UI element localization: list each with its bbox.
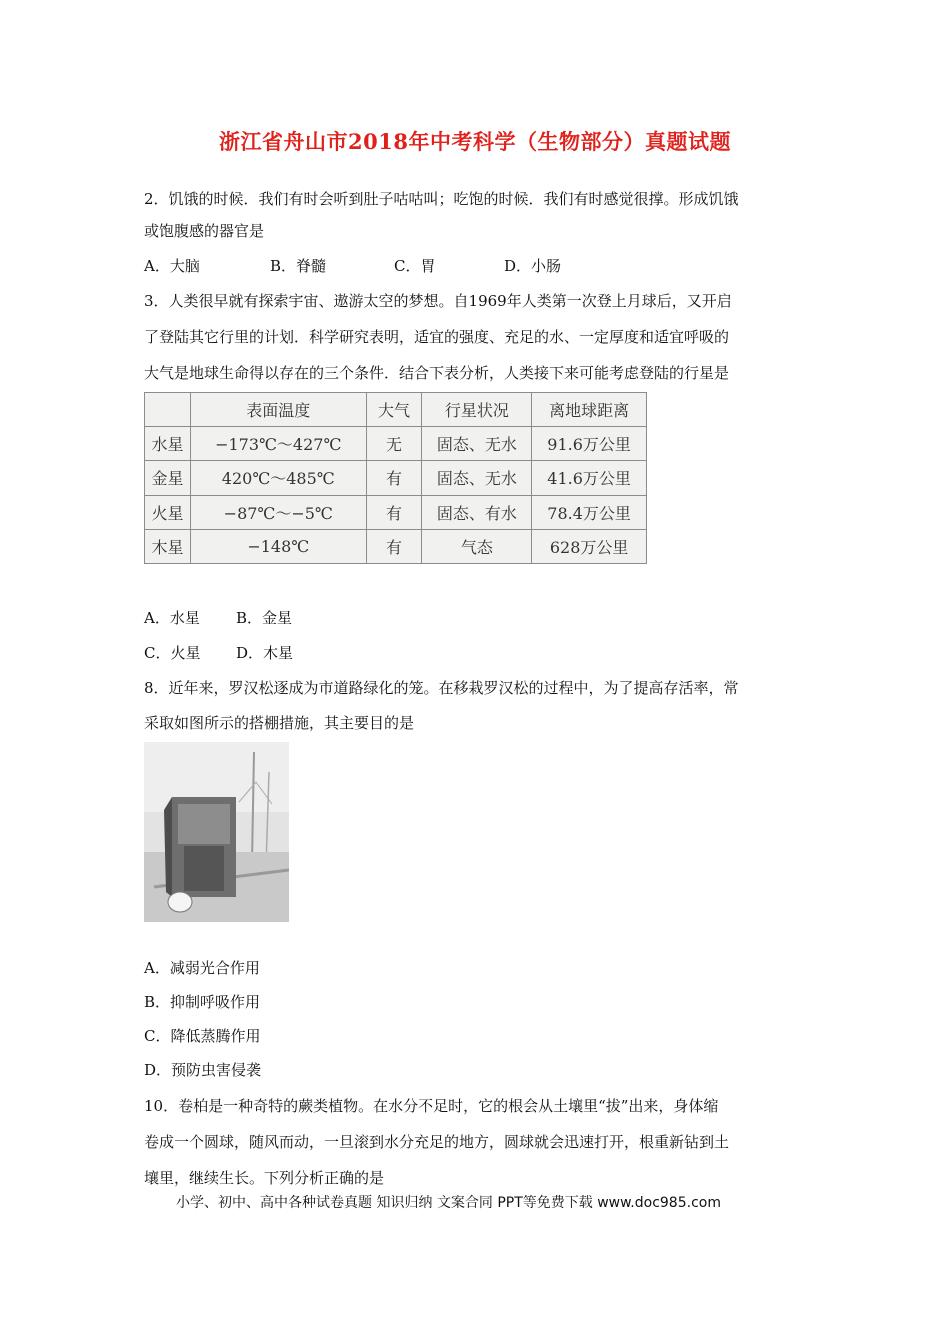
table-cell: 气态 [422,529,532,563]
q2-line-1: 2．饥饿的时候．我们有时会听到肚子咕咕叫；吃饱的时候．我们有时感觉很撑。形成饥饿 [144,190,739,208]
shade-shelter-photo [144,742,289,922]
table-cell: 固态、无水 [422,427,532,461]
q3-option-c: C．火星 [144,644,201,662]
table-cell: 火星 [145,495,191,529]
q2-option-b: B．脊髓 [270,257,327,275]
q8-option-d: D．预防虫害侵袭 [144,1061,262,1079]
table-cell: 有 [366,529,422,563]
table-cell: −148℃ [190,529,366,563]
planet-table [144,392,647,564]
table-header-cell: 行星状况 [422,393,532,427]
table-header-cell: 表面温度 [190,393,366,427]
table-header-row [145,393,647,427]
page-footer: 小学、初中、高中各种试卷真题 知识归纳 文案合同 PPT等免费下载 www.doc985.com [176,1195,721,1211]
q8-line-1: 8．近年来，罗汉松逐成为市道路绿化的笼。在移栽罗汉松的过程中，为了提高存活率，常 [144,679,739,697]
q8-option-a: A．减弱光合作用 [144,959,260,977]
table-cell: 固态、有水 [422,495,532,529]
table-cell: 420℃～485℃ [190,461,366,495]
table-cell: −87℃～−5℃ [190,495,366,529]
table-header-cell: 离地球距离 [532,393,647,427]
table-cell: 水星 [145,427,191,461]
table-cell: 78.4万公里 [532,495,647,529]
q8-option-c: C．降低蒸腾作用 [144,1027,261,1045]
table-cell: 木星 [145,529,191,563]
q3-option-b: B．金星 [236,609,293,627]
table-row [145,529,647,563]
q8-line-2: 采取如图所示的搭棚措施，其主要目的是 [144,714,415,732]
q3-line-1: 3．人类很早就有探索宇宙、遨游太空的梦想。自1969年人类第一次登上月球后，又开启 [144,292,732,310]
table-header-cell [145,393,191,427]
q3-line-2: 了登陆其它行里的计划．科学研究表明，适宜的强度、充足的水、一定厚度和适宜呼吸的 [144,328,730,346]
q3-line-3: 大气是地球生命得以存在的三个条件．结合下表分析，人类接下来可能考虑登陆的行星是 [144,364,730,382]
table-cell: 41.6万公里 [532,461,647,495]
table-row [145,461,647,495]
table-cell: 91.6万公里 [532,427,647,461]
table-cell: 628万公里 [532,529,647,563]
table-cell: 无 [366,427,422,461]
q10-line-1: 10．卷柏是一种奇特的蕨类植物。在水分不足时，它的根会从土壤里“拔”出来，身体缩 [144,1097,719,1115]
q10-line-2: 卷成一个圆球，随风而动，一旦滚到水分充足的地方，圆球就会迅速打开，根重新钻到土 [144,1133,730,1151]
table-cell: 固态、无水 [422,461,532,495]
page-title: 浙江省舟山市2018年中考科学（生物部分）真题试题 [219,129,731,154]
table-row [145,427,647,461]
q2-option-c: C．胃 [394,257,436,275]
table-cell: 有 [366,461,422,495]
table-row [145,495,647,529]
q2-option-a: A．大脑 [144,257,200,275]
table-header-cell: 大气 [366,393,422,427]
q10-line-3: 壤里，继续生长。下列分析正确的是 [144,1169,385,1187]
q3-option-a: A．水星 [144,609,200,627]
q8-option-b: B．抑制呼吸作用 [144,993,261,1011]
q2-line-2: 或饱腹感的器官是 [144,222,265,240]
table-cell: −173℃～427℃ [190,427,366,461]
table-cell: 有 [366,495,422,529]
q3-option-d: D．木星 [236,644,294,662]
table-cell: 金星 [145,461,191,495]
q2-option-d: D．小肠 [504,257,562,275]
